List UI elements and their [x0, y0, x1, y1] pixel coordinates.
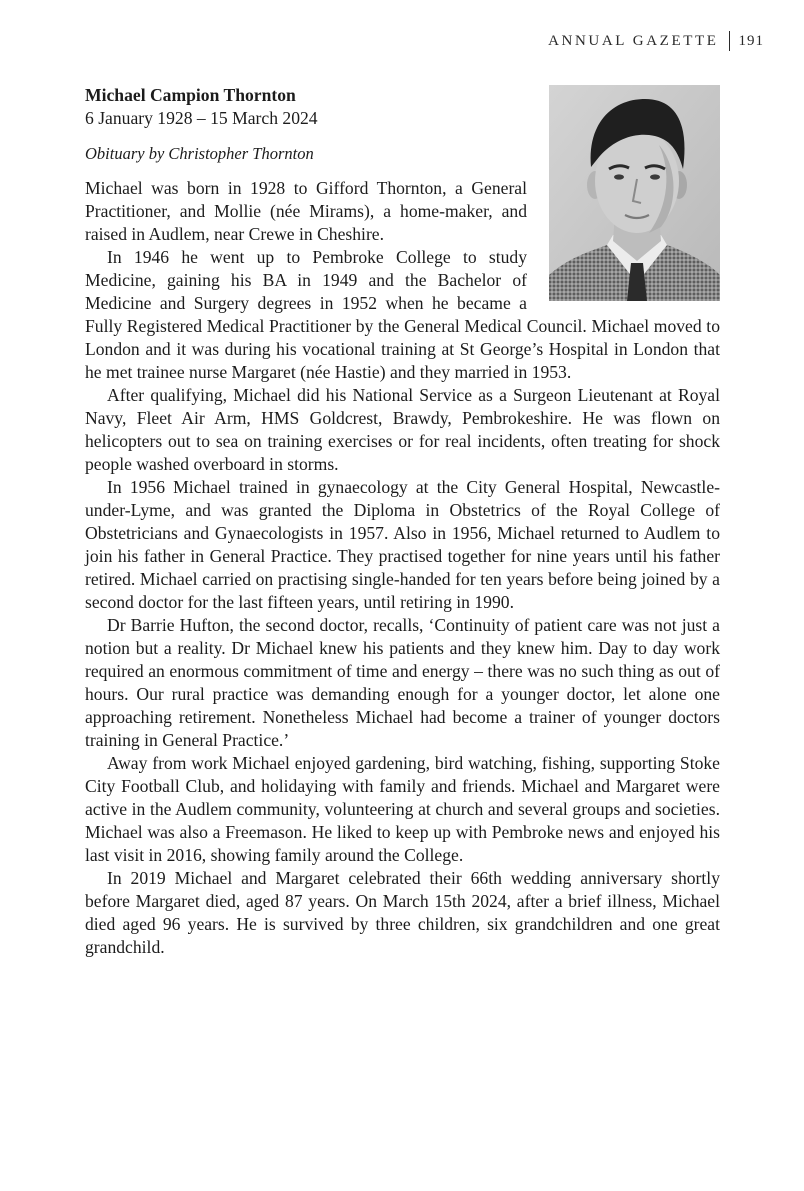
page-number: 191 [738, 32, 764, 49]
paragraph-interests: Away from work Michael enjoyed gardening, bird watching, fishing, supporting Stoke City Football Club, and holidaying with family and friends. Michael and Margaret were active in the Audlem community, volunteering at church and several groups and societies. Michael was also a Freemason. He liked to keep up with Pembroke news and enjoyed his last visit in 2016, showing family around the College. [85, 753, 720, 865]
paragraph-birth: Michael was born in 1928 to Gifford Thornton, a General Practitioner, and Mollie (née Mirams), a home-maker, and raised in Audlem, near Crewe in Cheshire. [85, 178, 527, 244]
obituary-article [85, 84, 720, 959]
portrait-photo [549, 85, 720, 301]
life-dates: 6 January 1928 – 15 March 2024 [85, 108, 318, 128]
paragraph-colleague-quote: Dr Barrie Hufton, the second doctor, recalls, ‘Continuity of patient care was not just a notion but a reality. Dr Michael knew his patients and they knew him. Day to day work required an enormous commitment of time and energy – there was no such thing as out of hours. Our rural practice was demanding enough for a younger doctor, let alone one approaching retirement. Nonetheless Michael had become a trainer of younger doctors training in General Practice.’ [85, 615, 720, 750]
header-divider [729, 31, 730, 51]
subject-name: Michael Campion Thornton [85, 85, 296, 105]
paragraph-later-life: In 2019 Michael and Margaret celebrated their 66th wedding anniversary shortly before Margaret died, aged 87 years. On March 15th 2024, after a brief illness, Michael died aged 96 years. He is survived by three children, six grandchildren and one great grandchild. [85, 868, 720, 957]
paragraph-national-service: After qualifying, Michael did his National Service as a Surgeon Lieutenant at Royal Navy, Fleet Air Arm, HMS Goldcrest, Brawdy, Pembrokeshire. He was flown on helicopters out to sea on training exercises or for real incidents, often treating for shock people washed overboard in storms. [85, 385, 720, 474]
byline: Obituary by Christopher Thornton [85, 144, 314, 163]
section-title: ANNUAL GAZETTE [548, 32, 719, 49]
running-header [548, 31, 764, 51]
paragraph-education: In 1946 he went up to Pembroke College to study Medicine, gaining his BA in 1949 and the Bachelor of Medicine and Surgery degrees in 1952 when he became a Fully Registered Medical Practitioner by the General Medical Council. Michael moved to London and it was during his vocational training at St George’s Hospital in London that he met trainee nurse Margaret (née Hastie) and they married in 1953. [85, 247, 720, 382]
paragraph-general-practice: In 1956 Michael trained in gynaecology at the City General Hospital, Newcastle-under-Lyme, and was granted the Diploma in Obstetrics of the Royal College of Obstetricians and Gynaecologists in 1957. Also in 1956, Michael returned to Audlem to join his father in General Practice. They practised together for nine years until his father retired. Michael carried on practising single-handed for ten years before being joined by a second doctor for the last fifteen years, until retiring in 1990. [85, 477, 720, 612]
